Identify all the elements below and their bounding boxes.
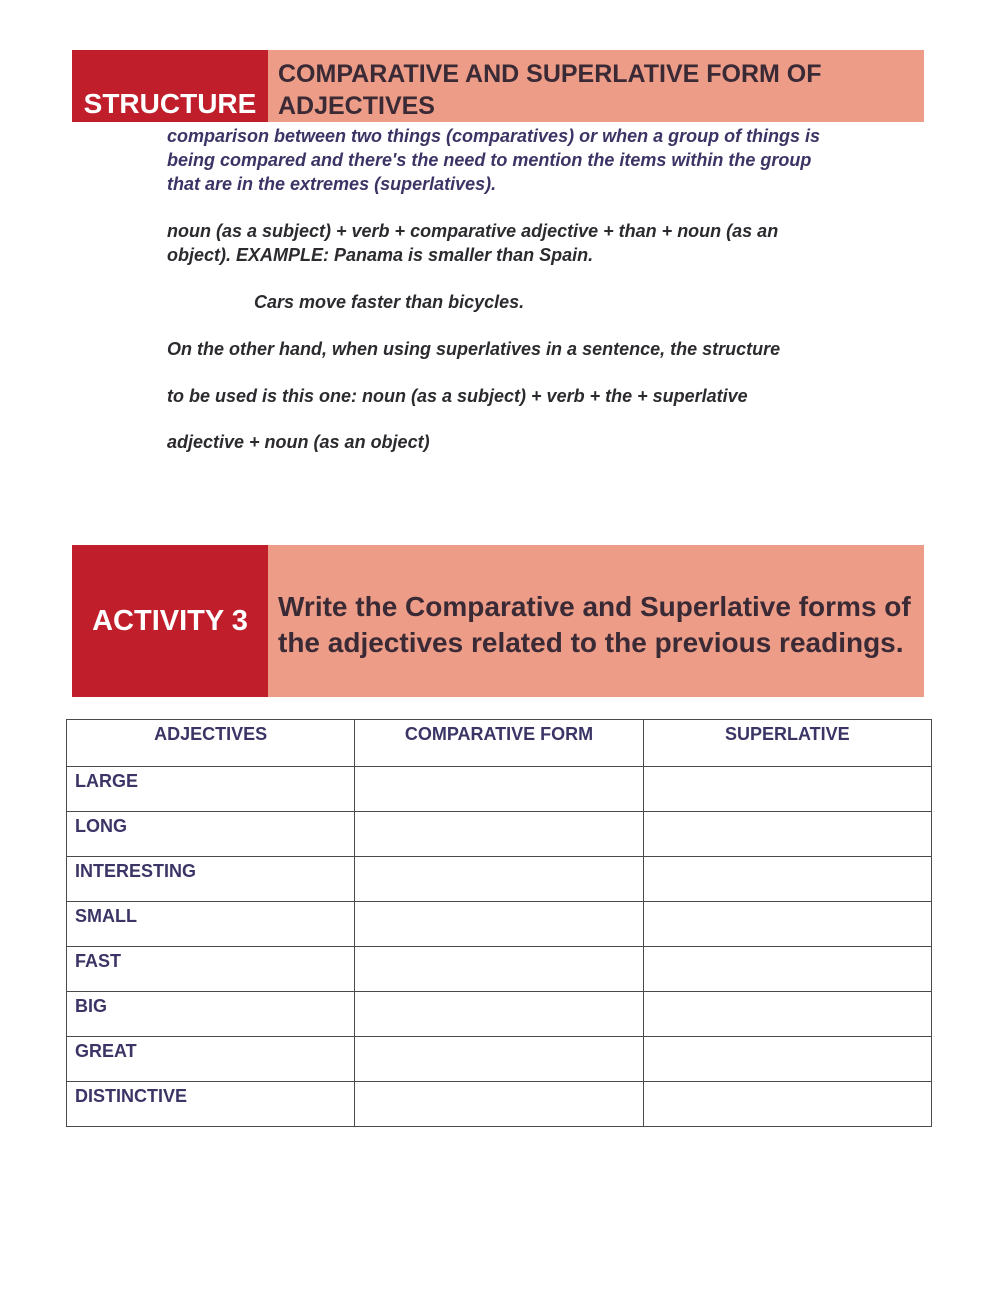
comparative-answer-cell[interactable] xyxy=(355,1082,643,1127)
activity-instruction: Write the Comparative and Superlative forms of the adjectives related to the previous readings. xyxy=(278,591,911,658)
table-row xyxy=(67,902,932,947)
comparative-answer-cell[interactable] xyxy=(355,947,643,992)
superlative-line: adjective + noun (as an object) xyxy=(167,432,430,452)
table-row xyxy=(67,812,932,857)
adjective-cell: GREAT xyxy=(67,1037,355,1082)
comparative-answer-cell[interactable] xyxy=(355,1037,643,1082)
comparative-answer-cell[interactable] xyxy=(355,767,643,812)
activity-banner xyxy=(72,545,924,697)
adjective-cell: LONG xyxy=(67,812,355,857)
comparative-answer-cell[interactable] xyxy=(355,992,643,1037)
adjective-cell: SMALL xyxy=(67,902,355,947)
activity-label: ACTIVITY 3 xyxy=(72,545,268,697)
comparative-answer-cell[interactable] xyxy=(355,902,643,947)
adjectives-table xyxy=(66,719,932,1127)
adjective-cell: BIG xyxy=(67,992,355,1037)
adjective-cell: FAST xyxy=(67,947,355,992)
table-row xyxy=(67,992,932,1037)
table-header-row xyxy=(67,720,932,767)
table-row xyxy=(67,1037,932,1082)
superlative-answer-cell[interactable] xyxy=(643,857,931,902)
comparative-rule: noun (as a subject) + verb + comparative adjective + than + noun (as an object). EXAMPLE: Panama is smaller than Spain. xyxy=(167,221,779,265)
adjective-cell: DISTINCTIVE xyxy=(67,1082,355,1127)
superlative-answer-cell[interactable] xyxy=(643,1082,931,1127)
superlative-answer-cell[interactable] xyxy=(643,812,931,857)
superlative-answer-cell[interactable] xyxy=(643,767,931,812)
superlative-line: On the other hand, when using superlatives in a sentence, the structure xyxy=(167,339,781,359)
table-row xyxy=(67,1082,932,1127)
superlative-answer-cell[interactable] xyxy=(643,947,931,992)
table-row xyxy=(67,947,932,992)
comparative-answer-cell[interactable] xyxy=(355,812,643,857)
table-row xyxy=(67,857,932,902)
structure-title: COMPARATIVE AND SUPERLATIVE FORM OF ADJECTIVES xyxy=(278,60,822,120)
comparative-answer-cell[interactable] xyxy=(355,857,643,902)
superlative-answer-cell[interactable] xyxy=(643,1037,931,1082)
table-row xyxy=(67,767,932,812)
column-header-comparative: COMPARATIVE FORM xyxy=(355,720,643,767)
structure-banner xyxy=(72,50,924,122)
superlative-line: to be used is this one: noun (as a subject) + verb + the + superlative xyxy=(167,386,748,406)
comparative-example: Cars move faster than bicycles. xyxy=(254,292,525,312)
superlative-answer-cell[interactable] xyxy=(643,902,931,947)
intro-paragraph: comparison between two things (comparatives) or when a group of things is being compared and there's the need to mention the items within the group that are in the extremes (superlatives). xyxy=(167,126,821,194)
superlative-answer-cell[interactable] xyxy=(643,992,931,1037)
adjective-cell: INTERESTING xyxy=(67,857,355,902)
adjective-cell: LARGE xyxy=(67,767,355,812)
structure-label: STRUCTURE xyxy=(72,50,268,122)
column-header-superlative: SUPERLATIVE xyxy=(643,720,931,767)
column-header-adjectives: ADJECTIVES xyxy=(67,720,355,767)
